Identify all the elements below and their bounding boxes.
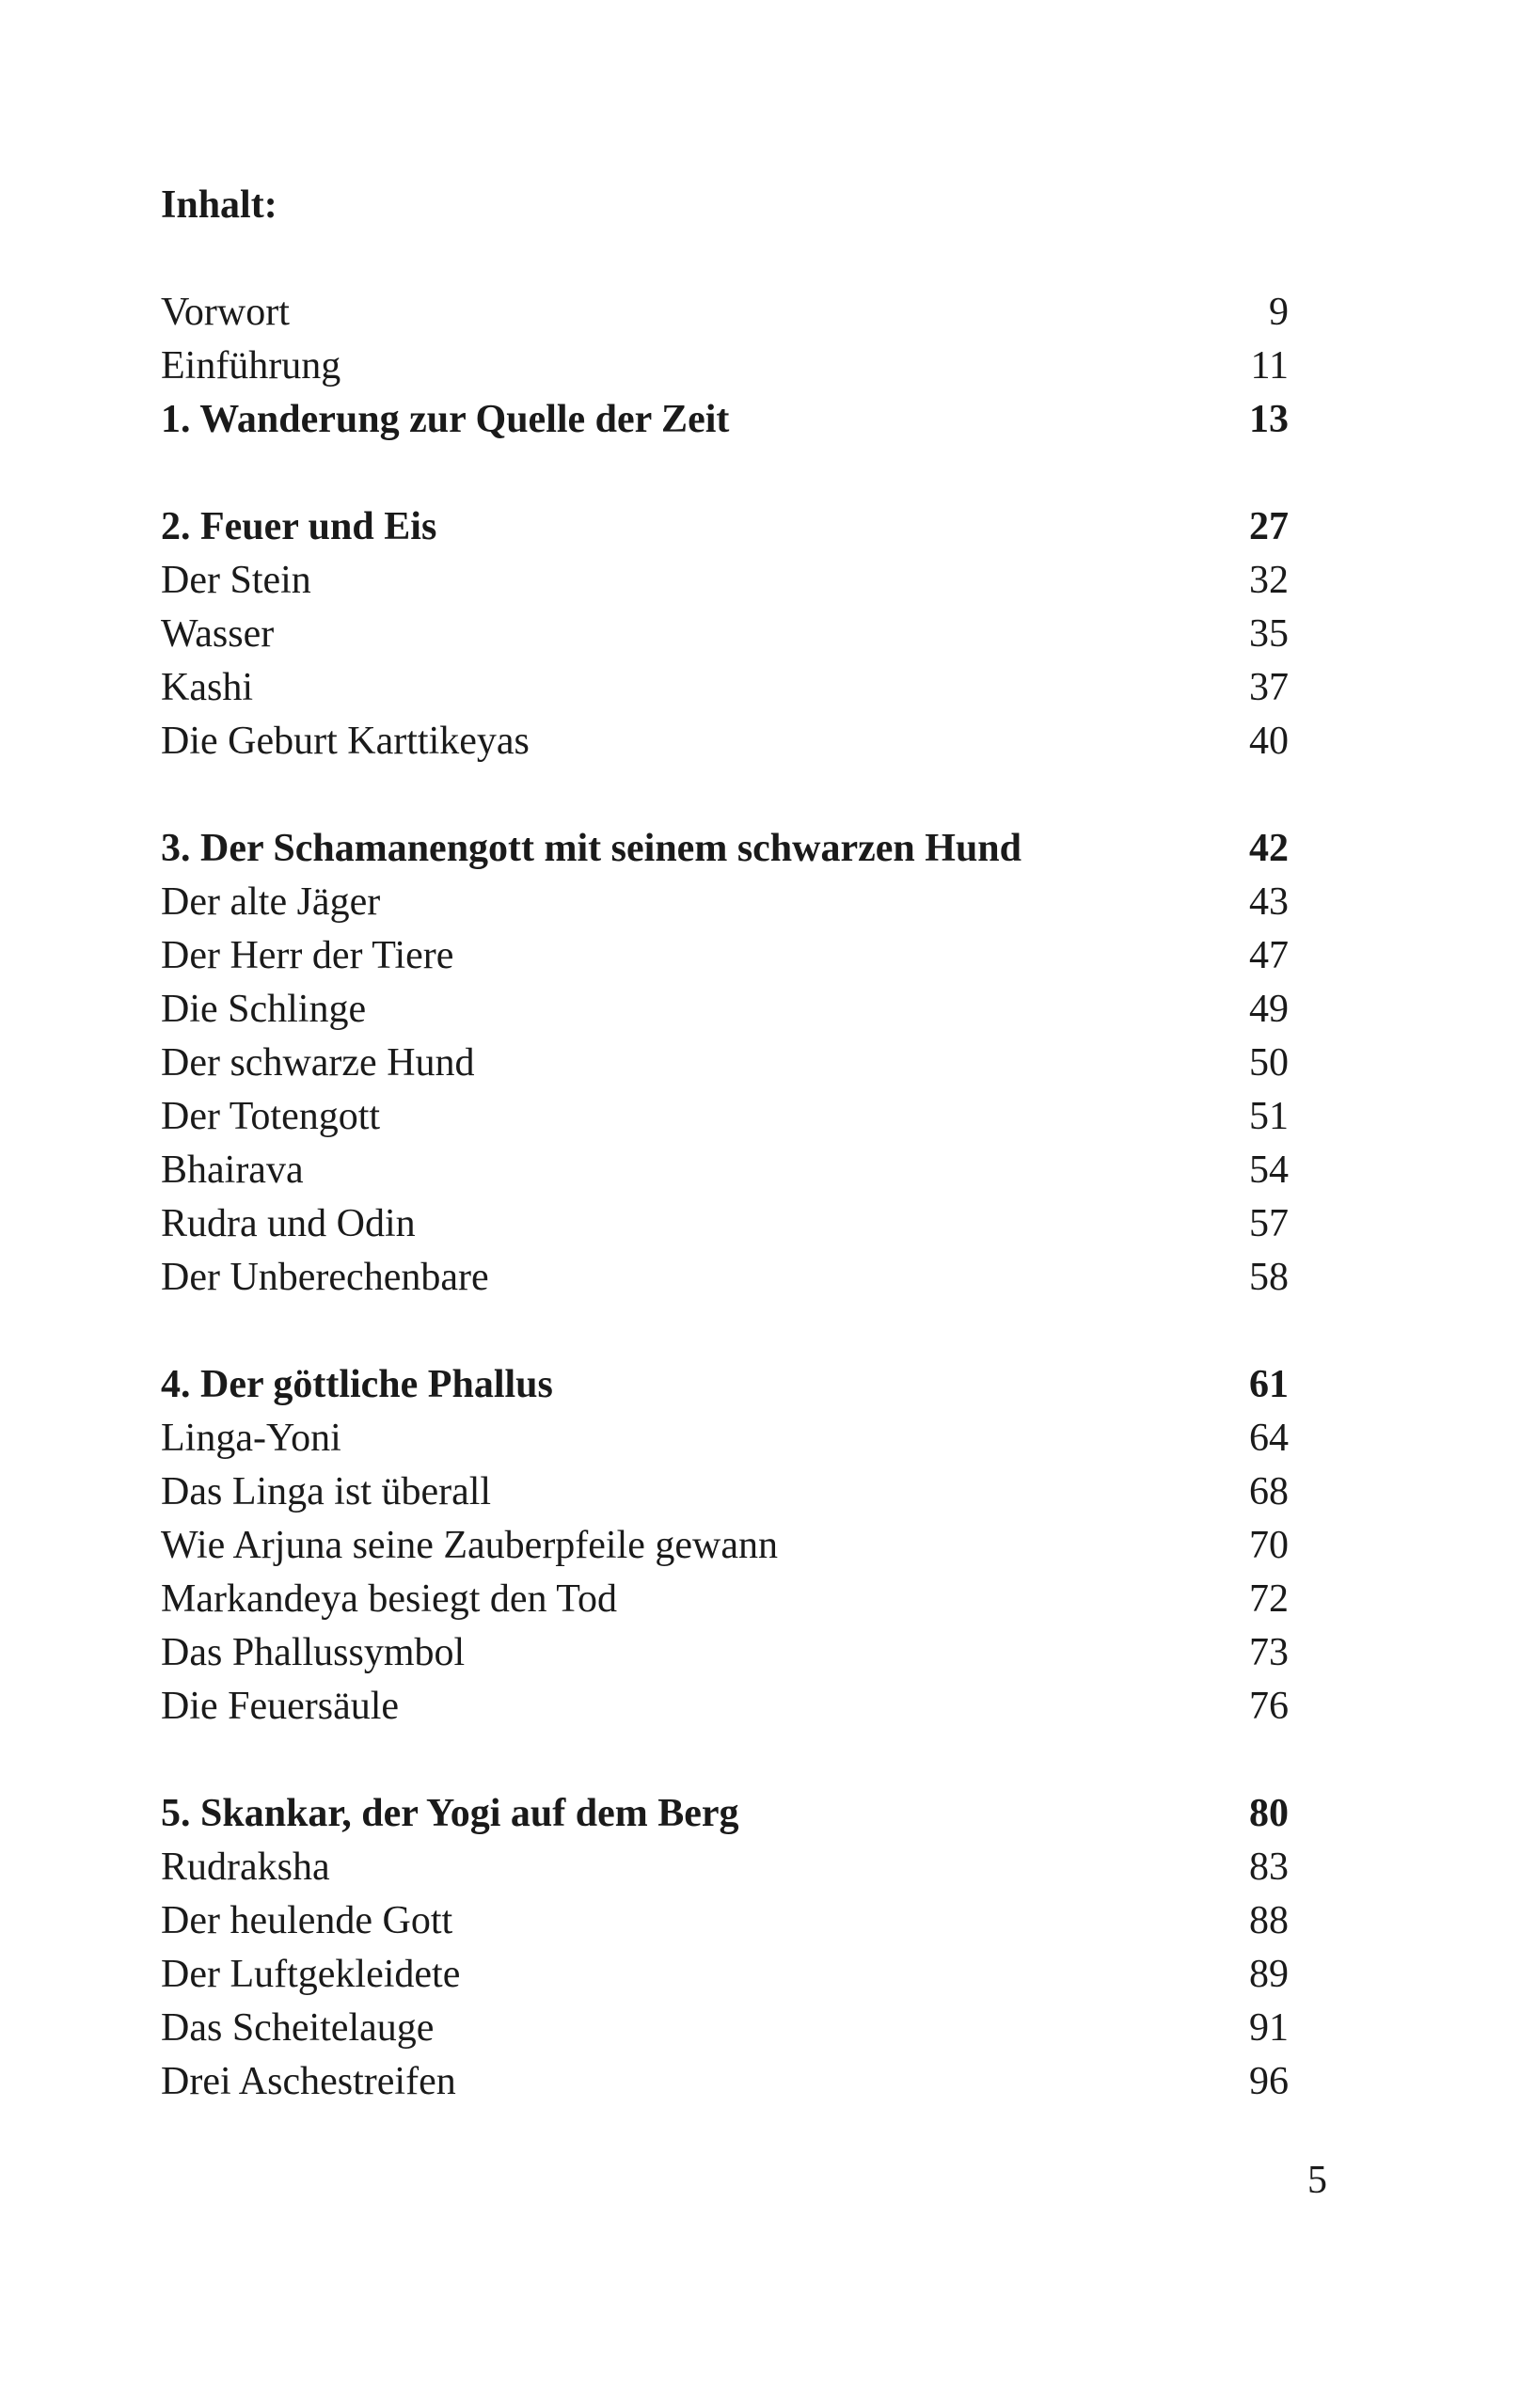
toc-page-number: 57 bbox=[1249, 1202, 1289, 1245]
toc-chapter-row bbox=[161, 1787, 1289, 1841]
toc-entry-title: Linga-Yoni bbox=[161, 1417, 341, 1460]
toc-entry-row bbox=[161, 1573, 1289, 1626]
toc-group-spacer bbox=[161, 447, 1289, 500]
toc-entry-title: Der schwarze Hund bbox=[161, 1041, 475, 1085]
toc-entry-row bbox=[161, 1251, 1289, 1305]
toc-chapter-title: 2. Feuer und Eis bbox=[161, 505, 437, 548]
toc-entry-row bbox=[161, 1037, 1289, 1090]
toc-entry-title: Der heulende Gott bbox=[161, 1899, 453, 1942]
toc-entry-row bbox=[161, 1626, 1289, 1680]
toc-entry-row bbox=[161, 876, 1289, 929]
toc-entry-row bbox=[161, 1519, 1289, 1573]
toc-entry-row bbox=[161, 1090, 1289, 1144]
toc-page-number: 42 bbox=[1249, 827, 1289, 870]
toc-page-number: 80 bbox=[1249, 1792, 1289, 1835]
toc-heading: Inhalt: bbox=[161, 183, 277, 227]
toc-entry-title: Einführung bbox=[161, 344, 341, 388]
toc-page-number: 76 bbox=[1249, 1685, 1289, 1728]
toc-entry-title: Der alte Jäger bbox=[161, 880, 381, 924]
toc-group-spacer bbox=[161, 1734, 1289, 1787]
toc-chapter-row bbox=[161, 393, 1289, 447]
toc-entry-row bbox=[161, 929, 1289, 983]
toc-entry-row bbox=[161, 2055, 1289, 2109]
toc-entry-title: Wasser bbox=[161, 612, 275, 656]
toc-page-number: 96 bbox=[1249, 2060, 1289, 2103]
toc-entry-title: Die Feuersäule bbox=[161, 1685, 400, 1728]
toc-page-number: 43 bbox=[1249, 880, 1289, 924]
toc-entry-title: Die Schlinge bbox=[161, 988, 367, 1031]
toc-entry-title: Drei Aschestreifen bbox=[161, 2060, 456, 2103]
toc-page-number: 73 bbox=[1249, 1631, 1289, 1674]
toc-entry-row bbox=[161, 1465, 1289, 1519]
toc-page-number: 50 bbox=[1249, 1041, 1289, 1085]
toc-chapter-title: 3. Der Schamanengott mit seinem schwarzen Hund bbox=[161, 827, 1022, 870]
toc-page-number: 64 bbox=[1249, 1417, 1289, 1460]
toc-entry-row bbox=[161, 1841, 1289, 1894]
toc-group-spacer bbox=[161, 768, 1289, 822]
toc-page-number: 89 bbox=[1249, 1953, 1289, 1996]
toc-chapter-row bbox=[161, 1358, 1289, 1412]
toc-entry-title: Der Totengott bbox=[161, 1095, 381, 1138]
toc-page-number: 54 bbox=[1249, 1149, 1289, 1192]
toc-page-number: 47 bbox=[1249, 934, 1289, 977]
toc-entry-row bbox=[161, 661, 1289, 715]
toc-chapter-title: 4. Der göttliche Phallus bbox=[161, 1363, 553, 1406]
toc-entry-row bbox=[161, 608, 1289, 661]
toc-group-spacer bbox=[161, 1305, 1289, 1358]
toc-entry-row bbox=[161, 340, 1289, 393]
toc-entry-title: Rudra und Odin bbox=[161, 1202, 416, 1245]
toc-entry-title: Das Linga ist überall bbox=[161, 1470, 492, 1513]
toc-entry-row bbox=[161, 2002, 1289, 2055]
toc-page-number: 83 bbox=[1249, 1846, 1289, 1889]
toc-chapter-row bbox=[161, 500, 1289, 554]
toc-entry-row bbox=[161, 1144, 1289, 1197]
toc-list bbox=[161, 286, 1289, 2109]
toc-page-number: 68 bbox=[1249, 1470, 1289, 1513]
toc-entry-title: Vorwort bbox=[161, 291, 290, 334]
toc-entry-title: Der Luftgekleidete bbox=[161, 1953, 461, 1996]
toc-entry-title: Das Scheitelauge bbox=[161, 2006, 435, 2050]
toc-page-number: 32 bbox=[1249, 559, 1289, 602]
toc-page-number: 37 bbox=[1249, 666, 1289, 709]
toc-entry-title: Wie Arjuna seine Zauberpfeile gewann bbox=[161, 1524, 779, 1567]
toc-page-number: 51 bbox=[1249, 1095, 1289, 1138]
toc-page-number: 11 bbox=[1250, 344, 1289, 388]
toc-entry-row bbox=[161, 1680, 1289, 1734]
toc-entry-row bbox=[161, 715, 1289, 768]
page-number: 5 bbox=[1307, 2159, 1327, 2202]
toc-page-number: 13 bbox=[1249, 398, 1289, 441]
toc-entry-row bbox=[161, 1894, 1289, 1948]
toc-chapter-title: 1. Wanderung zur Quelle der Zeit bbox=[161, 398, 730, 441]
toc-page-number: 35 bbox=[1249, 612, 1289, 656]
toc-entry-row bbox=[161, 1412, 1289, 1465]
toc-entry-title: Das Phallussymbol bbox=[161, 1631, 466, 1674]
toc-page-number: 40 bbox=[1249, 720, 1289, 763]
toc-chapter-row bbox=[161, 822, 1289, 876]
toc-entry-title: Der Unberechenbare bbox=[161, 1256, 489, 1299]
toc-entry-title: Die Geburt Karttikeyas bbox=[161, 720, 530, 763]
toc-entry-title: Der Herr der Tiere bbox=[161, 934, 454, 977]
toc-page-number: 58 bbox=[1249, 1256, 1289, 1299]
toc-page-number: 72 bbox=[1249, 1577, 1289, 1621]
toc-page-number: 88 bbox=[1249, 1899, 1289, 1942]
toc-page-number: 70 bbox=[1249, 1524, 1289, 1567]
toc-entry-row bbox=[161, 1197, 1289, 1251]
toc-entry-title: Der Stein bbox=[161, 559, 311, 602]
toc-page-number: 49 bbox=[1249, 988, 1289, 1031]
toc-chapter-title: 5. Skankar, der Yogi auf dem Berg bbox=[161, 1792, 739, 1835]
toc-entry-title: Bhairava bbox=[161, 1149, 304, 1192]
toc-entry-title: Markandeya besiegt den Tod bbox=[161, 1577, 617, 1621]
toc-entry-row bbox=[161, 286, 1289, 340]
toc-entry-row bbox=[161, 983, 1289, 1037]
toc-page-number: 27 bbox=[1249, 505, 1289, 548]
toc-entry-title: Rudraksha bbox=[161, 1846, 330, 1889]
toc-page-number: 91 bbox=[1249, 2006, 1289, 2050]
toc-entry-title: Kashi bbox=[161, 666, 253, 709]
toc-page-number: 9 bbox=[1269, 291, 1289, 334]
toc-entry-row bbox=[161, 1948, 1289, 2002]
toc-entry-row bbox=[161, 554, 1289, 608]
toc-page-number: 61 bbox=[1249, 1363, 1289, 1406]
